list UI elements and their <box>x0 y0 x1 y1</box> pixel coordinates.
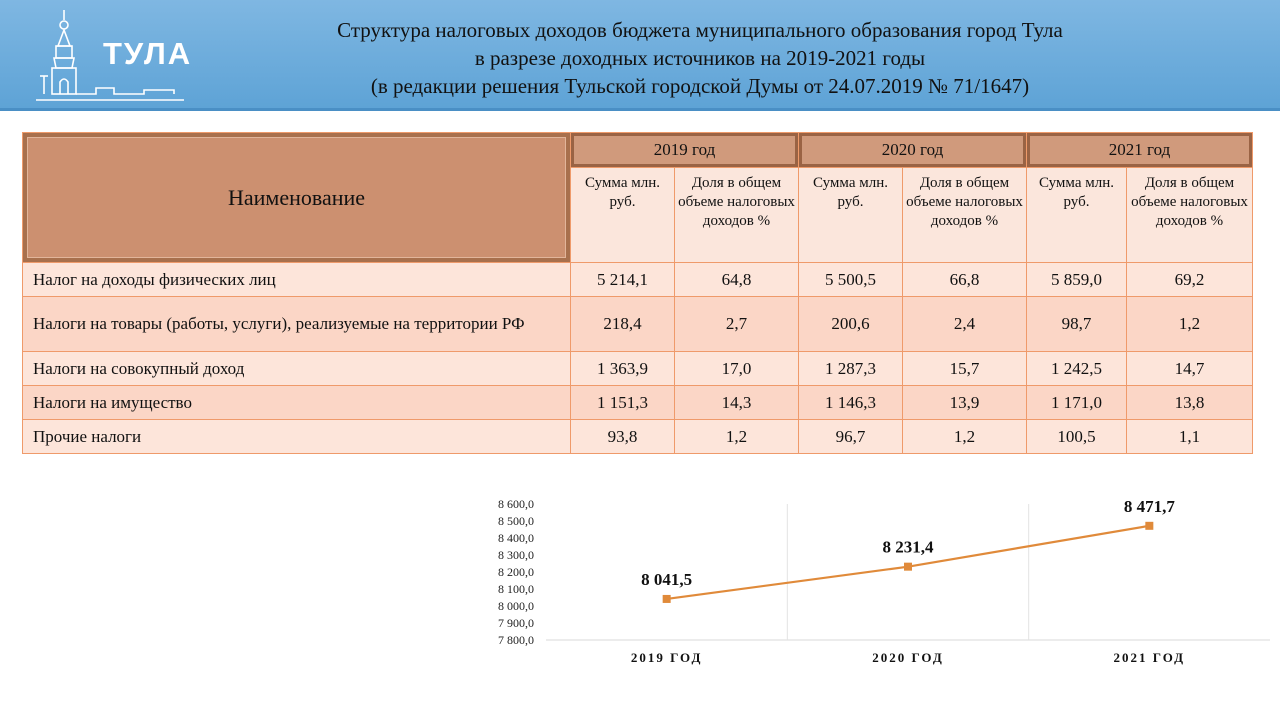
subheader-sum-2020: Сумма млн. руб. <box>799 168 903 263</box>
cell-sum-2020: 1 146,3 <box>799 386 903 420</box>
cell-share-2021: 14,7 <box>1127 352 1253 386</box>
cell-share-2020: 1,2 <box>903 420 1027 454</box>
y-tick-label: 8 500,0 <box>498 514 534 528</box>
cell-share-2020: 2,4 <box>903 297 1027 352</box>
table-header-row-years <box>23 133 1253 168</box>
cell-share-2019: 17,0 <box>675 352 799 386</box>
subheader-share-2021: Доля в общем объеме налоговых доходов % <box>1127 168 1253 263</box>
row-name: Налоги на имущество <box>23 386 571 420</box>
cell-share-2019: 2,7 <box>675 297 799 352</box>
page-title <box>240 16 1160 100</box>
column-header-name: Наименование <box>23 133 571 263</box>
y-tick-label: 8 100,0 <box>498 582 534 596</box>
cell-sum-2020: 5 500,5 <box>799 263 903 297</box>
data-point <box>663 595 671 603</box>
row-name: Налоги на совокупный доход <box>23 352 571 386</box>
cell-share-2021: 69,2 <box>1127 263 1253 297</box>
cell-sum-2019: 93,8 <box>571 420 675 454</box>
title-line-2: в разрезе доходных источников на 2019-2021 годы <box>474 46 926 70</box>
title-line-3: (в редакции решения Тульской городской Думы от 24.07.2019 № 71/1647) <box>370 74 1030 98</box>
title-line-1: Структура налоговых доходов бюджета муниципального образования город Тула <box>337 18 1063 42</box>
cell-sum-2020: 96,7 <box>799 420 903 454</box>
x-axis <box>631 650 1185 665</box>
cell-sum-2019: 1 151,3 <box>571 386 675 420</box>
y-tick-label: 8 300,0 <box>498 548 534 562</box>
subheader-sum-2019: Сумма млн. руб. <box>571 168 675 263</box>
cell-share-2019: 64,8 <box>675 263 799 297</box>
cell-share-2021: 1,1 <box>1127 420 1253 454</box>
cell-sum-2021: 1 171,0 <box>1027 386 1127 420</box>
cell-sum-2020: 1 287,3 <box>799 352 903 386</box>
y-tick-label: 7 900,0 <box>498 616 534 630</box>
x-tick-label: 2020 ГОД <box>872 650 944 665</box>
table-row <box>23 420 1253 454</box>
y-tick-label: 8 200,0 <box>498 565 534 579</box>
cell-sum-2020: 200,6 <box>799 297 903 352</box>
cell-share-2019: 1,2 <box>675 420 799 454</box>
cell-sum-2019: 218,4 <box>571 297 675 352</box>
data-label: 8 471,7 <box>1123 496 1175 516</box>
logo-text: ТУЛА <box>103 36 193 71</box>
row-name: Налог на доходы физических лиц <box>23 263 571 297</box>
x-tick-label: 2021 ГОД <box>1113 650 1186 665</box>
y-tick-label: 8 000,0 <box>498 599 534 613</box>
table-row <box>23 263 1253 297</box>
cell-sum-2021: 5 859,0 <box>1027 263 1127 297</box>
y-tick-label: 8 600,0 <box>498 497 534 511</box>
cell-share-2020: 66,8 <box>903 263 1027 297</box>
subheader-sum-2021: Сумма млн. руб. <box>1027 168 1127 263</box>
data-point <box>1145 522 1153 530</box>
cell-share-2020: 13,9 <box>903 386 1027 420</box>
cell-sum-2021: 1 242,5 <box>1027 352 1127 386</box>
table-row <box>23 352 1253 386</box>
cell-share-2021: 1,2 <box>1127 297 1253 352</box>
cell-sum-2021: 98,7 <box>1027 297 1127 352</box>
row-name: Налоги на товары (работы, услуги), реализуемые на территории РФ <box>23 297 571 352</box>
chart-series <box>641 497 1175 603</box>
cell-share-2019: 14,3 <box>675 386 799 420</box>
y-axis <box>498 497 534 647</box>
row-name: Прочие налоги <box>23 420 571 454</box>
subheader-share-2019: Доля в общем объеме налоговых доходов % <box>675 168 799 263</box>
cell-share-2021: 13,8 <box>1127 386 1253 420</box>
table-row <box>23 297 1253 352</box>
cell-sum-2019: 5 214,1 <box>571 263 675 297</box>
column-header-2021: 2021 год <box>1027 133 1253 168</box>
data-label: 8 041,5 <box>641 569 693 589</box>
subheader-share-2020: Доля в общем объеме налоговых доходов % <box>903 168 1027 263</box>
column-header-2020: 2020 год <box>799 133 1027 168</box>
data-label: 8 231,4 <box>882 537 934 557</box>
x-tick-label: 2019 ГОД <box>630 650 703 665</box>
cell-share-2020: 15,7 <box>903 352 1027 386</box>
y-tick-label: 8 400,0 <box>498 531 534 545</box>
y-tick-label: 7 800,0 <box>498 633 534 647</box>
table-row <box>23 386 1253 420</box>
cell-sum-2021: 100,5 <box>1027 420 1127 454</box>
tax-revenue-table <box>22 132 1253 454</box>
data-point <box>904 563 912 571</box>
total-tax-revenue-line-chart <box>480 490 1270 720</box>
column-header-2019: 2019 год <box>571 133 799 168</box>
cell-sum-2019: 1 363,9 <box>571 352 675 386</box>
header-banner <box>0 0 1280 111</box>
